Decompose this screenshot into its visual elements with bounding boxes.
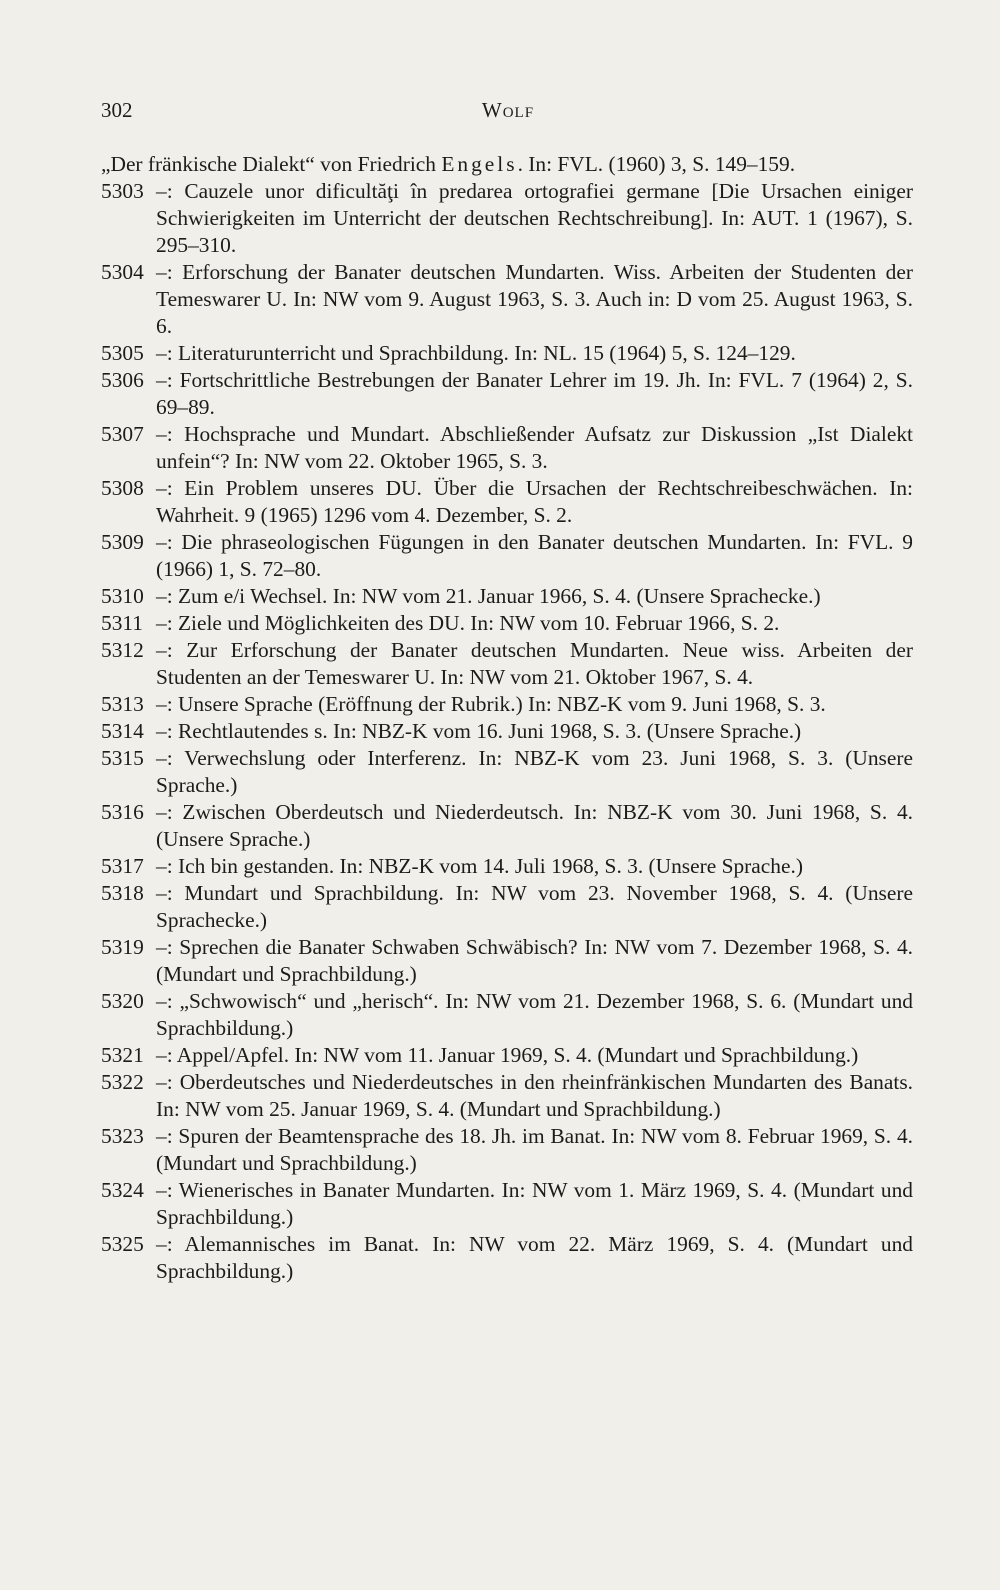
- bibliography-entry: [101, 421, 913, 475]
- entry-number: 5310: [101, 584, 144, 608]
- entry-number: 5308: [101, 476, 144, 500]
- bibliography-entry: [101, 988, 913, 1042]
- entry-text: –: Zum e/i Wechsel. In: NW vom 21. Januar 1966, S. 4. (Unsere Sprachecke.): [156, 584, 821, 608]
- bibliography-entry: [101, 880, 913, 934]
- entry-number: 5314: [101, 719, 144, 743]
- entry-text: –: „Schwowisch“ und „herisch“. In: NW vom 21. Dezember 1968, S. 6. (Mundart und Sprachbildung.): [156, 989, 913, 1040]
- bibliography-entry: [101, 1231, 913, 1285]
- bibliography-entry: [101, 1123, 913, 1177]
- entry-text: –: Unsere Sprache (Eröffnung der Rubrik.) In: NBZ-K vom 9. Juni 1968, S. 3.: [156, 692, 826, 716]
- bibliography-entry: [101, 691, 913, 718]
- page-number: 302: [101, 98, 133, 122]
- bibliography-entry: [101, 583, 913, 610]
- entry-text: –: Verwechslung oder Interferenz. In: NBZ-K vom 23. Juni 1968, S. 3. (Unsere Sprache.): [156, 746, 913, 797]
- bibliography-entry: [101, 853, 913, 880]
- entry-number: 5307: [101, 422, 144, 446]
- bibliography-list: [101, 151, 913, 1285]
- entry-number: 5320: [101, 989, 144, 1013]
- page-header: [101, 98, 915, 128]
- bibliography-entry: [101, 1069, 913, 1123]
- entry-number: 5309: [101, 530, 144, 554]
- entry-number: 5318: [101, 881, 144, 905]
- entry-text: –: Cauzele unor dificultăţi în predarea ortografiei germane [Die Ursachen einiger Schwierigkeiten im Unterricht der deutschen Rechtschreibung]. In: AUT. 1 (1967), S. 295–310.: [156, 179, 913, 257]
- continued-entry-text: „Der fränkische Dialekt“ von Friedrich Engels. In: FVL. (1960) 3, S. 149–159.: [101, 152, 796, 176]
- entry-text: –: Alemannisches im Banat. In: NW vom 22. März 1969, S. 4. (Mundart und Sprachbildung.): [156, 1232, 913, 1283]
- entry-number: 5312: [101, 638, 144, 662]
- entry-text: –: Literaturunterricht und Sprachbildung. In: NL. 15 (1964) 5, S. 124–129.: [156, 341, 796, 365]
- bibliography-entry: [101, 178, 913, 259]
- author-name-spaced: Engels: [441, 152, 518, 176]
- entry-number: 5306: [101, 368, 144, 392]
- entry-text: –: Ich bin gestanden. In: NBZ-K vom 14. Juli 1968, S. 3. (Unsere Sprache.): [156, 854, 803, 878]
- entry-number: 5321: [101, 1043, 144, 1067]
- entry-text: –: Ein Problem unseres DU. Über die Ursachen der Rechtschreibeschwächen. In: Wahrheit. 9 (1965) 1296 vom 4. Dezember, S. 2.: [156, 476, 913, 527]
- bibliography-entry: [101, 475, 913, 529]
- entry-number: 5322: [101, 1070, 144, 1094]
- entry-text: –: Ziele und Möglichkeiten des DU. In: NW vom 10. Februar 1966, S. 2.: [156, 611, 780, 635]
- entry-number: 5323: [101, 1124, 144, 1148]
- running-head: Wolf: [481, 98, 535, 122]
- bibliography-entry: [101, 745, 913, 799]
- entry-number: 5325: [101, 1232, 144, 1256]
- entry-text: –: Spuren der Beamtensprache des 18. Jh. im Banat. In: NW vom 8. Februar 1969, S. 4. (Mundart und Sprachbildung.): [156, 1124, 913, 1175]
- entry-text: –: Zur Erforschung der Banater deutschen Mundarten. Neue wiss. Arbeiten der Studenten an der Temeswarer U. In: NW vom 21. Oktober 1967, S. 4.: [156, 638, 913, 689]
- entry-text: –: Appel/Apfel. In: NW vom 11. Januar 1969, S. 4. (Mundart und Sprachbildung.): [156, 1043, 859, 1067]
- bibliography-entry: [101, 1177, 913, 1231]
- entry-text: –: Die phraseologischen Fügungen in den Banater deutschen Mundarten. In: FVL. 9 (1966) 1, S. 72–80.: [156, 530, 913, 581]
- entry-text: –: Hochsprache und Mundart. Abschließender Aufsatz zur Diskussion „Ist Dialekt unfein“? In: NW vom 22. Oktober 1965, S. 3.: [156, 422, 913, 473]
- entry-number: 5315: [101, 746, 144, 770]
- bibliography-entry: [101, 367, 913, 421]
- entry-number: 5324: [101, 1178, 144, 1202]
- entry-number: 5316: [101, 800, 144, 824]
- entry-number: 5305: [101, 341, 144, 365]
- entry-number: 5317: [101, 854, 144, 878]
- bibliography-entry: [101, 259, 913, 340]
- entry-list: [101, 178, 913, 1285]
- bibliography-entry: [101, 799, 913, 853]
- entry-number: 5303: [101, 179, 144, 203]
- bibliography-entry: [101, 718, 913, 745]
- entry-text: –: Mundart und Sprachbildung. In: NW vom 23. November 1968, S. 4. (Unsere Sprachecke.): [156, 881, 913, 932]
- bibliography-entry: [101, 340, 913, 367]
- entry-number: 5311: [101, 611, 143, 635]
- bibliography-entry: [101, 610, 913, 637]
- entry-text: –: Erforschung der Banater deutschen Mundarten. Wiss. Arbeiten der Studenten der Temeswarer U. In: NW vom 9. August 1963, S. 3. Auch in: D vom 25. August 1963, S. 6.: [156, 260, 913, 338]
- entry-text: –: Fortschrittliche Bestrebungen der Banater Lehrer im 19. Jh. In: FVL. 7 (1964) 2, S. 69–89.: [156, 368, 913, 419]
- entry-number: 5313: [101, 692, 144, 716]
- entry-text: –: Sprechen die Banater Schwaben Schwäbisch? In: NW vom 7. Dezember 1968, S. 4. (Mundart und Sprachbildung.): [156, 935, 913, 986]
- bibliography-entry: [101, 529, 913, 583]
- entry-number: 5319: [101, 935, 144, 959]
- entry-text: –: Oberdeutsches und Niederdeutsches in den rheinfränkischen Mundarten des Banats. In: NW vom 25. Januar 1969, S. 4. (Mundart und Sprachbildung.): [156, 1070, 913, 1121]
- bibliography-entry: [101, 934, 913, 988]
- entry-text: –: Rechtlautendes s. In: NBZ-K vom 16. Juni 1968, S. 3. (Unsere Sprache.): [156, 719, 802, 743]
- bibliography-entry: [101, 637, 913, 691]
- entry-text: –: Wienerisches in Banater Mundarten. In: NW vom 1. März 1969, S. 4. (Mundart und Sprachbildung.): [156, 1178, 913, 1229]
- entry-number: 5304: [101, 260, 144, 284]
- entry-text: –: Zwischen Oberdeutsch und Niederdeutsch. In: NBZ-K vom 30. Juni 1968, S. 4. (Unsere Sprache.): [156, 800, 913, 851]
- continued-entry: [101, 151, 913, 178]
- bibliography-entry: [101, 1042, 913, 1069]
